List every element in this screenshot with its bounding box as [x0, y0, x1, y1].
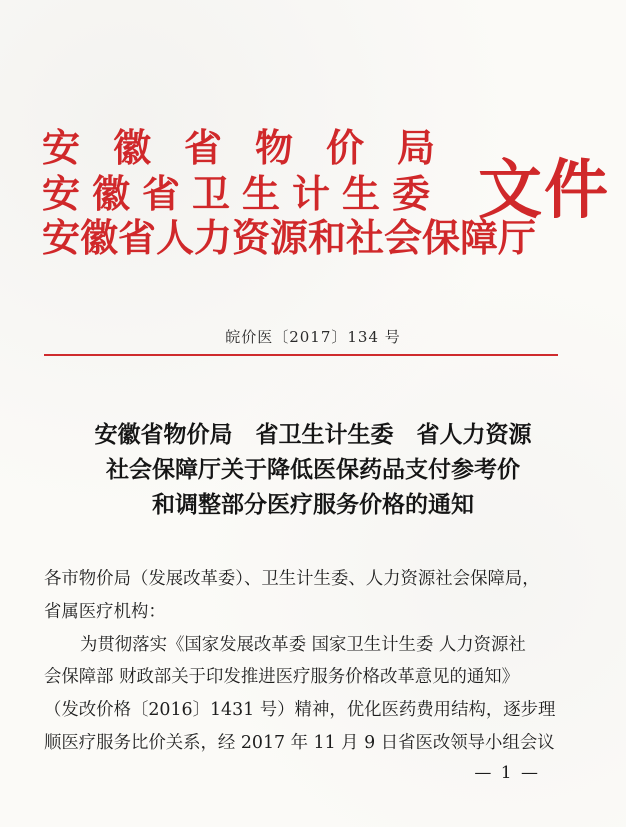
body-line: 顺医疗服务比价关系，经 2017 年 11 月 9 日省医改领导小组会议 [44, 732, 555, 753]
body-line: 省属医疗机构： [44, 601, 166, 622]
title-line: 社会保障厅关于降低医保药品支付参考价 [106, 457, 520, 483]
agency-name-price-bureau: 安徽省物价局 [42, 125, 469, 170]
body-line: （发改价格〔2016〕1431 号）精神，优化医药费用结构，逐步理 [44, 700, 556, 721]
document-label: 文件 [478, 153, 610, 228]
document-number: 皖价医〔2017〕134 号 [225, 328, 401, 346]
body-line: 会保障部 财政部关于印发推进医疗服务价格改革意见的通知》 [44, 667, 520, 688]
agency-name-human-resources: 安徽省人力资源和社会保障厅 [42, 215, 537, 260]
agency-name-health-commission: 安徽省卫生计生委 [42, 171, 443, 216]
red-divider-line [44, 354, 558, 356]
document-title [0, 418, 626, 523]
issuing-agencies-header [42, 120, 610, 260]
body-line: 各市物价局（发展改革委）、卫生计生委、人力资源社会保障局， [44, 569, 540, 589]
document-body [44, 563, 576, 760]
page-number: — 1 — [474, 763, 540, 783]
title-line: 安徽省物价局 省卫生计生委 省人力资源 [94, 422, 532, 448]
title-line: 和调整部分医疗服务价格的通知 [152, 492, 474, 518]
body-line: 为贯彻落实《国家发展改革委 国家卫生计生委 人力资源社 [80, 634, 526, 655]
